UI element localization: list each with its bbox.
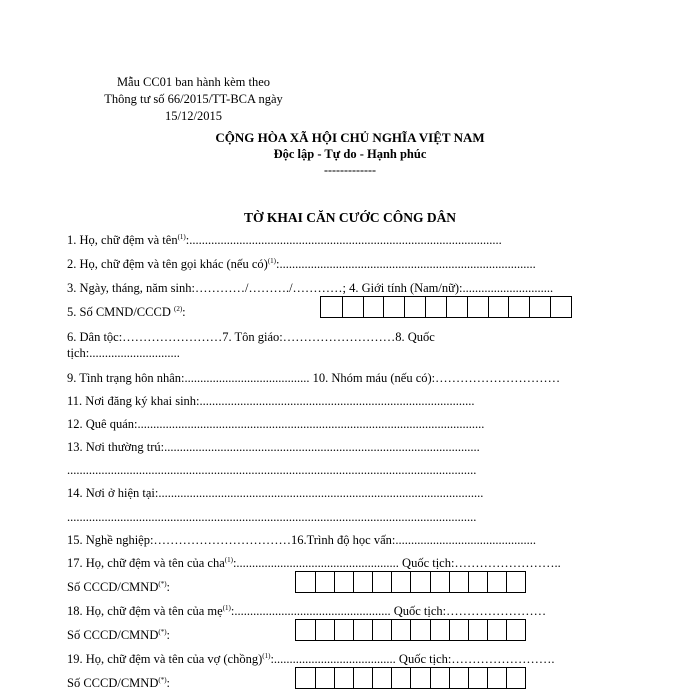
digit-box[interactable] <box>506 668 525 688</box>
field-fill: :.................................................. Quốc tịch:…………………… <box>230 604 547 618</box>
field-current-residence-cont[interactable]: ................................................................................................................................... <box>67 510 477 524</box>
id-number-boxes[interactable] <box>320 296 572 318</box>
spouse-id-boxes[interactable] <box>295 667 526 689</box>
separator: ------------- <box>324 163 376 177</box>
field-mother-name[interactable] <box>67 604 546 619</box>
digit-box[interactable] <box>363 297 384 317</box>
footnote-marker: (1) <box>222 603 231 612</box>
digit-box[interactable] <box>425 297 446 317</box>
digit-box[interactable] <box>467 297 488 317</box>
digit-box[interactable] <box>353 620 372 640</box>
digit-box[interactable] <box>468 572 487 592</box>
field-fill: :....................................... Quốc tịch:……………………. <box>270 652 555 666</box>
footnote-marker: (1) <box>177 232 186 241</box>
field-other-name[interactable] <box>67 257 536 272</box>
digit-box[interactable] <box>372 668 391 688</box>
field-birth-registration[interactable]: 11. Nơi đăng ký khai sinh:........................................................................................ <box>67 394 475 408</box>
digit-box[interactable] <box>383 297 404 317</box>
digit-box[interactable] <box>430 620 449 640</box>
father-id-boxes[interactable] <box>295 571 526 593</box>
digit-box[interactable] <box>334 572 353 592</box>
field-label: 1. Họ, chữ đệm và tên <box>67 233 178 247</box>
form-reference-line: Mẫu CC01 ban hành kèm theo <box>116 75 271 89</box>
digit-box[interactable] <box>487 620 506 640</box>
digit-box[interactable] <box>446 297 467 317</box>
field-marital-blood[interactable]: 9. Tình trạng hôn nhân:........................................ 10. Nhóm máu (nếu có):………………………… <box>67 371 561 385</box>
form-reference-note <box>86 74 301 125</box>
field-fill: : <box>166 628 171 642</box>
digit-box[interactable] <box>449 572 468 592</box>
field-permanent-residence-cont[interactable]: ................................................................................................................................... <box>67 463 477 477</box>
digit-box[interactable] <box>410 620 429 640</box>
footnote-marker: (1) <box>262 651 271 660</box>
digit-box[interactable] <box>487 572 506 592</box>
field-mother-id-label <box>67 628 170 643</box>
footnote-marker: (2) <box>173 304 183 313</box>
digit-box[interactable] <box>372 620 391 640</box>
digit-box[interactable] <box>353 668 372 688</box>
field-fill: : <box>182 305 186 319</box>
digit-box[interactable] <box>321 297 342 317</box>
digit-box[interactable] <box>410 668 429 688</box>
digit-box[interactable] <box>506 572 525 592</box>
document-title: TỜ KHAI CĂN CƯỚC CÔNG DÂN <box>243 210 457 225</box>
digit-box[interactable] <box>391 572 410 592</box>
field-label: 19. Họ, chữ đệm và tên của vợ (chồng) <box>67 652 263 666</box>
field-father-id-label <box>67 580 170 595</box>
field-spouse-name[interactable] <box>67 652 554 667</box>
footnote-marker: (*) <box>158 579 167 588</box>
digit-box[interactable] <box>410 572 429 592</box>
field-father-name[interactable] <box>67 556 561 571</box>
digit-box[interactable] <box>508 297 529 317</box>
digit-box[interactable] <box>487 668 506 688</box>
field-fill: :.................................................................................................... <box>185 233 502 247</box>
field-ethnicity-religion-nationality[interactable]: 6. Dân tộc:……………………7. Tôn giáo:………………………8. Quốc <box>67 330 435 344</box>
field-id-number-label <box>67 305 186 320</box>
digit-box[interactable] <box>296 620 315 640</box>
footnote-marker: (*) <box>158 627 167 636</box>
digit-box[interactable] <box>449 668 468 688</box>
digit-box[interactable] <box>550 297 571 317</box>
field-current-residence[interactable]: 14. Nơi ở hiện tại:........................................................................................................ <box>67 486 484 500</box>
digit-box[interactable] <box>296 668 315 688</box>
digit-box[interactable] <box>404 297 425 317</box>
digit-box[interactable] <box>449 620 468 640</box>
footnote-marker: (*) <box>158 675 167 684</box>
footnote-marker: (1) <box>267 256 276 265</box>
digit-box[interactable] <box>468 620 487 640</box>
field-hometown[interactable]: 12. Quê quán:............................................................................................................... <box>67 417 485 431</box>
field-fill: : <box>166 580 171 594</box>
motto: Độc lập - Tự do - Hạnh phúc <box>273 147 427 161</box>
field-nationality-cont[interactable]: tịch:............................. <box>67 346 180 360</box>
digit-box[interactable] <box>488 297 509 317</box>
form-reference-line: Thông tư số 66/2015/TT-BCA ngày <box>104 92 283 106</box>
digit-box[interactable] <box>353 572 372 592</box>
field-fill: : <box>166 676 171 690</box>
field-permanent-residence[interactable]: 13. Nơi thường trú:..................................................................................................... <box>67 440 480 454</box>
digit-box[interactable] <box>334 668 353 688</box>
field-label: Số CCCD/CMND <box>67 580 159 594</box>
digit-box[interactable] <box>391 668 410 688</box>
digit-box[interactable] <box>506 620 525 640</box>
digit-box[interactable] <box>430 572 449 592</box>
field-fill: :.................................................... Quốc tịch:…………………….. <box>232 556 561 570</box>
field-fill: :.................................................................................. <box>275 257 536 271</box>
mother-id-boxes[interactable] <box>295 619 526 641</box>
field-full-name[interactable] <box>67 233 502 248</box>
digit-box[interactable] <box>315 668 334 688</box>
digit-box[interactable] <box>391 620 410 640</box>
digit-box[interactable] <box>529 297 550 317</box>
field-dob-gender[interactable]: 3. Ngày, tháng, năm sinh:…………/………./…………; 4. Giới tính (Nam/nữ):............................. <box>67 281 554 295</box>
digit-box[interactable] <box>372 572 391 592</box>
footnote-marker: (1) <box>224 555 233 564</box>
digit-box[interactable] <box>315 620 334 640</box>
field-label: 17. Họ, chữ đệm và tên của cha <box>67 556 225 570</box>
form-reference-line: 15/12/2015 <box>165 109 222 123</box>
digit-box[interactable] <box>315 572 334 592</box>
field-label: Số CCCD/CMND <box>67 676 159 690</box>
field-label: 5. Số CMND/CCCD <box>67 305 171 319</box>
digit-box[interactable] <box>296 572 315 592</box>
field-label: Số CCCD/CMND <box>67 628 159 642</box>
digit-box[interactable] <box>468 668 487 688</box>
nation-heading: CỘNG HÒA XÃ HỘI CHỦ NGHĨA VIỆT NAM <box>215 130 485 145</box>
digit-box[interactable] <box>342 297 363 317</box>
digit-box[interactable] <box>334 620 353 640</box>
field-label: 2. Họ, chữ đệm và tên gọi khác (nếu có) <box>67 257 268 271</box>
field-occupation-education[interactable]: 15. Nghề nghiệp:……………………………16.Trình độ học vấn:............................................. <box>67 533 536 547</box>
field-label: 18. Họ, chữ đệm và tên của mẹ <box>67 604 223 618</box>
digit-box[interactable] <box>430 668 449 688</box>
field-spouse-id-label <box>67 676 170 691</box>
